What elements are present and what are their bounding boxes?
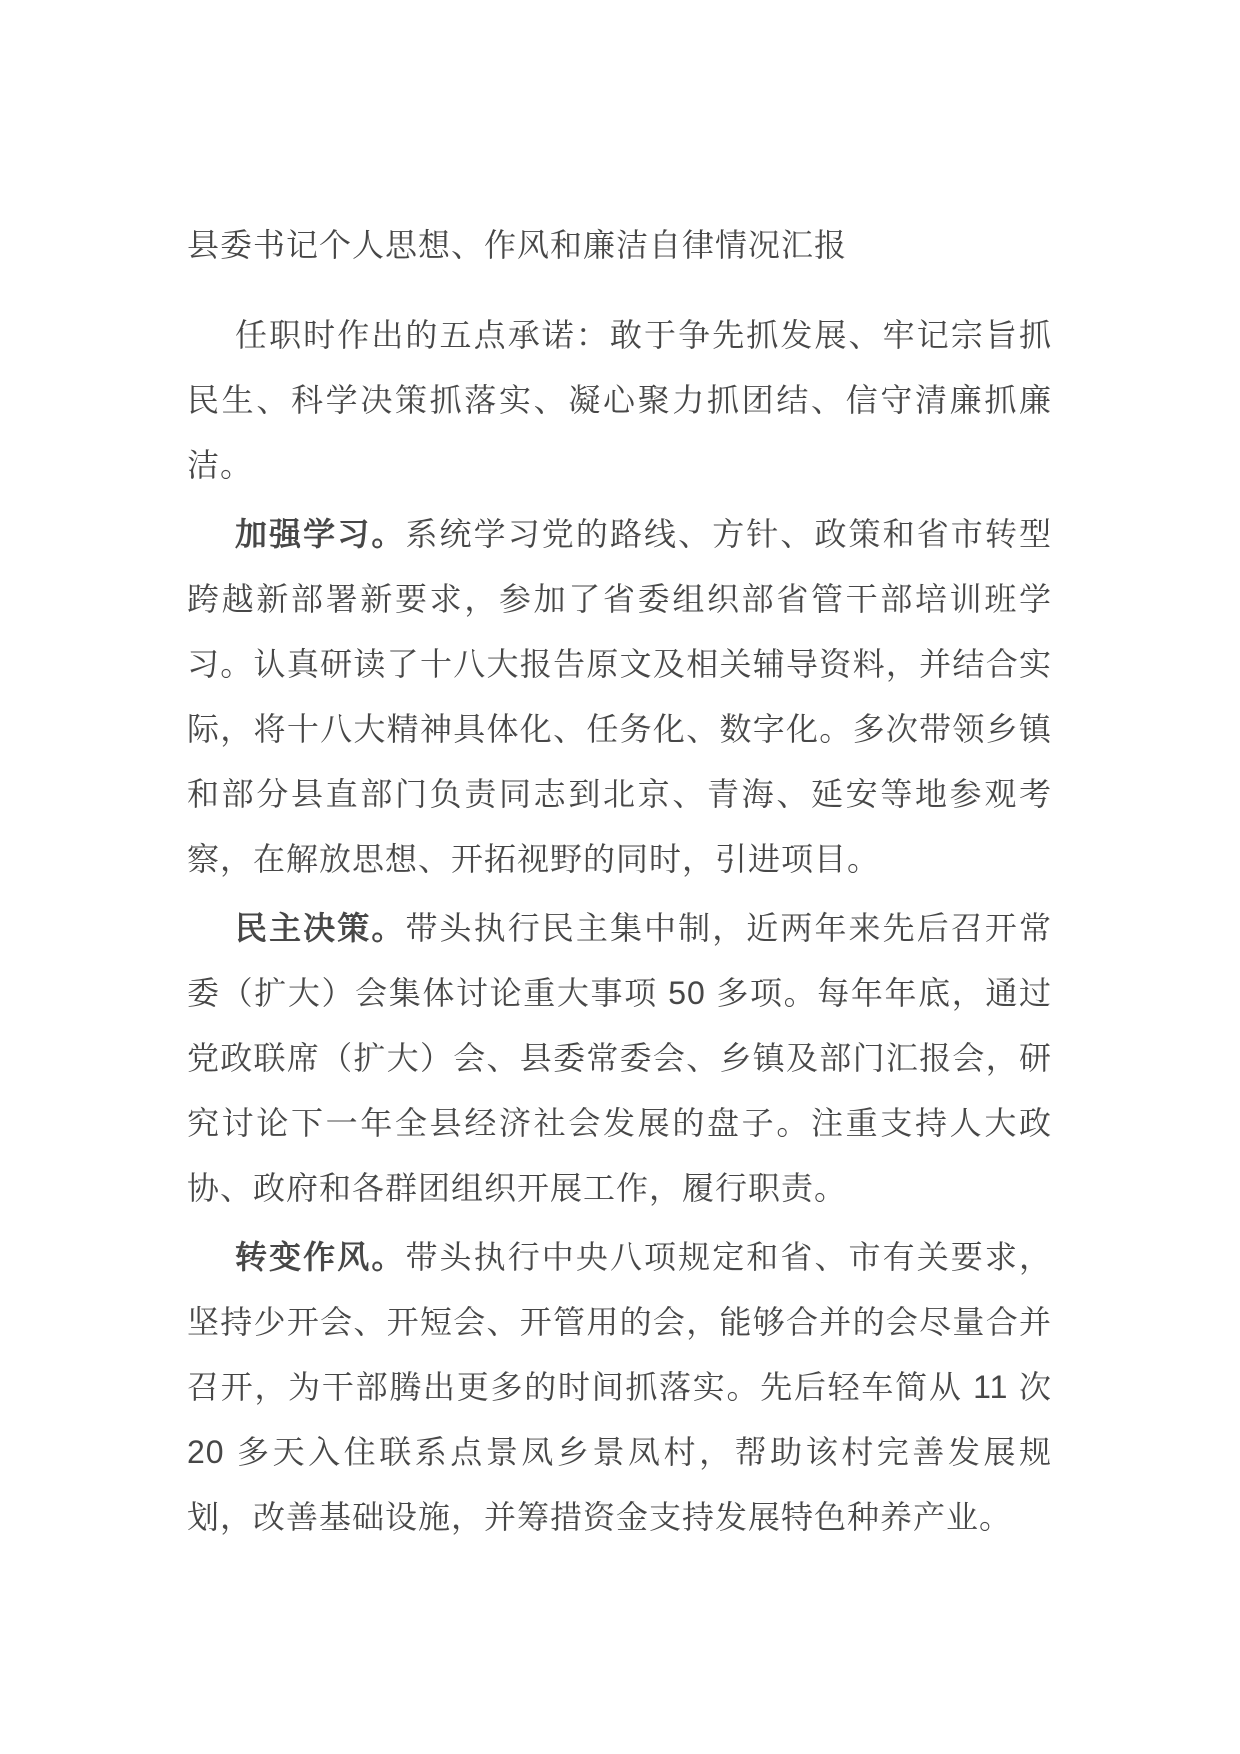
paragraph-change-work-style — [187, 1225, 1052, 1550]
document-title: 县委书记个人思想、作风和廉洁自律情况汇报 — [187, 227, 848, 263]
paragraph-lead: 民主决策。 — [235, 910, 406, 946]
paragraph-strengthen-study — [187, 502, 1052, 892]
paragraph-text: 任职时作出的五点承诺：敢于争先抓发展、牢记宗旨抓民生、科学决策抓落实、凝心聚力抓团结、信守清廉抓廉洁。 — [187, 317, 1052, 483]
paragraph-text: 带头执行民主集中制，近两年来先后召开常委（扩大）会集体讨论重大事项 50 多项。每年年底，通过党政联席（扩大）会、县委常委会、乡镇及部门汇报会，研究讨论下一年全县经济社会发展的盘子。注重支持人大政协、政府和各群团组织开展工作，履行职责。 — [187, 910, 1052, 1206]
paragraph-lead: 加强学习。 — [235, 516, 406, 552]
paragraph-commitments — [187, 303, 1052, 498]
paragraph-democratic-decision — [187, 896, 1052, 1221]
paragraph-text: 带头执行中央八项规定和省、市有关要求，坚持少开会、开短会、开管用的会，能够合并的会尽量合并召开，为干部腾出更多的时间抓落实。先后轻车简从 11 次 20 多天入住联系点景凤乡景凤村，帮助该村完善发展规划，改善基础设施，并筹措资金支持发展特色种养产业。 — [187, 1239, 1052, 1535]
paragraph-text: 系统学习党的路线、方针、政策和省市转型跨越新部署新要求，参加了省委组织部省管干部培训班学习。认真研读了十八大报告原文及相关辅导资料，并结合实际，将十八大精神具体化、任务化、数字化。多次带领乡镇和部分县直部门负责同志到北京、青海、延安等地参观考察，在解放思想、开拓视野的同时，引进项目。 — [187, 516, 1052, 877]
paragraph-lead: 转变作风。 — [235, 1239, 406, 1275]
